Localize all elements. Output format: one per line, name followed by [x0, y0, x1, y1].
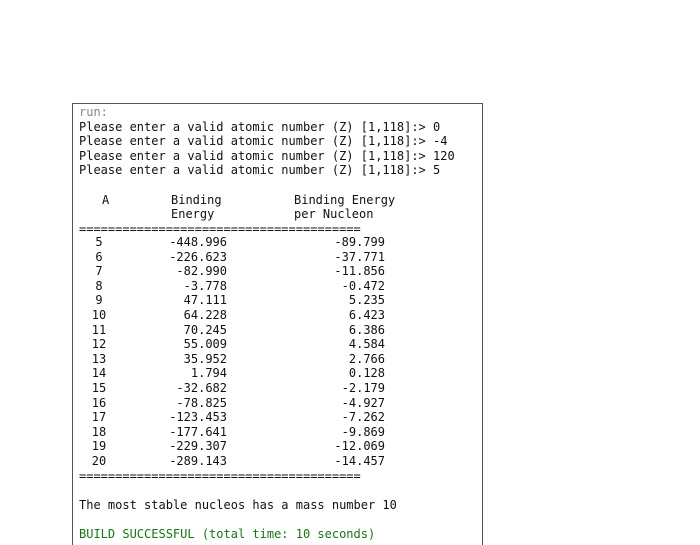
run-label: run:	[79, 105, 108, 119]
cell-binding-energy: -229.307	[169, 439, 227, 454]
cell-per-nucleon: -12.069	[334, 439, 385, 454]
cell-binding-energy: -3.778	[183, 278, 227, 293]
table-rule-bottom: =======================================	[79, 469, 361, 483]
result-message: The most stable nucleos has a mass number 10	[79, 498, 397, 512]
header-per-nucleon-line2: per Nucleon	[294, 207, 374, 221]
cell-a: 15	[91, 380, 107, 395]
table-row	[73, 337, 483, 352]
prompt-line: Please enter a valid atomic number (Z) [1,118]:> -4	[79, 134, 448, 148]
cell-per-nucleon: -89.799	[334, 235, 385, 249]
cell-per-nucleon: 6.423	[348, 307, 385, 322]
cell-binding-energy: 47.111	[183, 293, 227, 308]
cell-binding-energy: -123.453	[169, 410, 227, 425]
cell-binding-energy: 70.245	[183, 322, 227, 337]
cell-a: 7	[95, 264, 103, 279]
cell-binding-energy: -289.143	[169, 453, 227, 468]
cell-per-nucleon: -2.179	[341, 380, 385, 395]
prompt-line: Please enter a valid atomic number (Z) [1,118]:> 0	[79, 120, 441, 134]
cell-a: 16	[91, 395, 107, 410]
table-row	[73, 250, 483, 265]
cell-per-nucleon: 0.128	[348, 366, 385, 381]
cell-per-nucleon: -14.457	[334, 453, 385, 468]
table-row	[73, 293, 483, 308]
cell-a: 14	[91, 366, 107, 381]
cell-a: 12	[91, 337, 107, 352]
cell-a: 13	[91, 351, 107, 366]
table-row	[73, 235, 483, 250]
header-a: A	[102, 193, 110, 207]
table-row	[73, 439, 483, 454]
cell-binding-energy: 55.009	[183, 337, 227, 352]
build-status: BUILD SUCCESSFUL (total time: 10 seconds)	[79, 527, 376, 541]
cell-a: 18	[91, 424, 107, 439]
table-row	[73, 410, 483, 425]
cell-per-nucleon: -0.472	[341, 278, 385, 293]
cell-binding-energy: -78.825	[176, 395, 227, 410]
table-row	[73, 264, 483, 279]
cell-a: 20	[91, 453, 107, 468]
cell-a: 19	[91, 439, 107, 454]
cell-per-nucleon: -37.771	[334, 249, 385, 264]
cell-binding-energy: -448.996	[169, 235, 227, 249]
cell-a: 9	[95, 293, 103, 308]
cell-binding-energy: 35.952	[183, 351, 227, 366]
header-per-nucleon-line1: Binding Energy	[294, 193, 396, 207]
cell-a: 17	[91, 410, 107, 425]
table-row	[73, 279, 483, 294]
table-row	[73, 396, 483, 411]
cell-binding-energy: 64.228	[183, 307, 227, 322]
table-rule-top: =======================================	[79, 222, 361, 236]
cell-per-nucleon: 2.766	[348, 351, 385, 366]
cell-binding-energy: -32.682	[176, 380, 227, 395]
table-row	[73, 454, 483, 469]
cell-a: 10	[91, 307, 107, 322]
header-binding-energy-line1: Binding	[171, 193, 222, 207]
table-row	[73, 381, 483, 396]
prompt-line: Please enter a valid atomic number (Z) [1,118]:> 120	[79, 149, 455, 163]
prompt-line: Please enter a valid atomic number (Z) [1,118]:> 5	[79, 163, 441, 177]
cell-binding-energy: -177.641	[169, 424, 227, 439]
cell-per-nucleon: 5.235	[348, 293, 385, 308]
table-row	[73, 308, 483, 323]
cell-a: 11	[91, 322, 107, 337]
header-binding-energy-line2: Energy	[171, 207, 215, 221]
console-output-panel[interactable]	[72, 103, 483, 545]
cell-per-nucleon: -7.262	[341, 410, 385, 425]
results-table	[73, 235, 483, 469]
cell-per-nucleon: 4.584	[348, 337, 385, 352]
table-row	[73, 366, 483, 381]
cell-binding-energy: 1.794	[190, 366, 227, 381]
cell-per-nucleon: -4.927	[341, 395, 385, 410]
cell-binding-energy: -82.990	[176, 264, 227, 279]
cell-a: 8	[95, 278, 103, 293]
cell-a: 6	[95, 249, 103, 264]
cell-per-nucleon: -9.869	[341, 424, 385, 439]
cell-per-nucleon: 6.386	[348, 322, 385, 337]
cell-per-nucleon: -11.856	[334, 264, 385, 279]
cell-a: 5	[95, 235, 103, 249]
table-row	[73, 323, 483, 338]
table-row	[73, 425, 483, 440]
table-row	[73, 352, 483, 367]
cell-binding-energy: -226.623	[169, 249, 227, 264]
